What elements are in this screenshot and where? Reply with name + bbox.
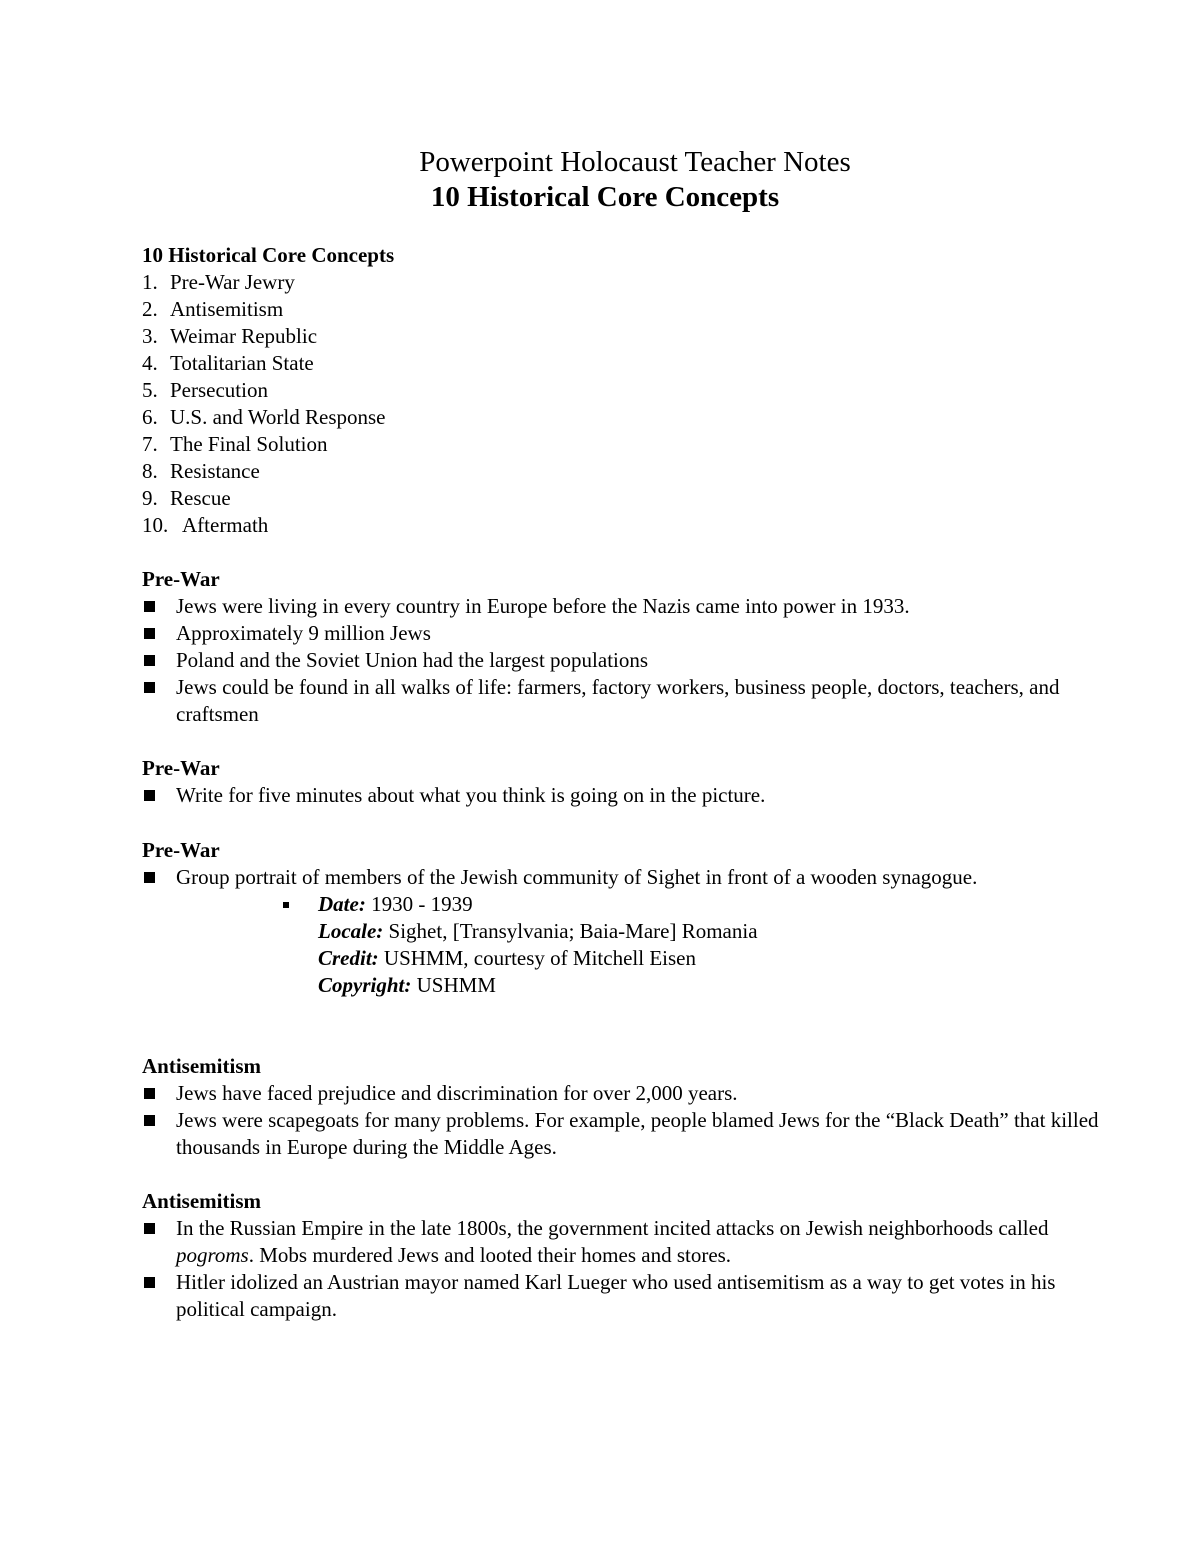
document-title: Powerpoint Holocaust Teacher Notes [419, 146, 851, 178]
square-bullet-icon [144, 790, 155, 801]
square-bullet-icon [144, 655, 155, 666]
concept-item: 4. Totalitarian State [142, 351, 314, 375]
concept-item: 5. Persecution [142, 378, 268, 402]
concept-item: 10. Aftermath [142, 513, 269, 537]
concepts-section [142, 242, 1102, 539]
square-bullet-icon [144, 628, 155, 639]
bullet-list [142, 593, 1102, 728]
bullet-item: Poland and the Soviet Union had the largest populations [142, 647, 1102, 674]
section-heading: Pre-War [142, 756, 220, 780]
concepts-list [142, 269, 1102, 539]
square-bullet-icon [144, 682, 155, 693]
detail-locale: Locale: Sighet, [Transylvania; Baia-Mare] Romania [318, 919, 758, 943]
square-bullet-icon [144, 1115, 155, 1126]
square-bullet-icon [144, 1277, 155, 1288]
prewar-section-1 [142, 566, 1102, 728]
document-subtitle: 10 Historical Core Concepts [430, 181, 780, 213]
concepts-heading: 10 Historical Core Concepts [142, 243, 395, 267]
prewar-section-2 [142, 755, 1102, 809]
bullet-item: Approximately 9 million Jews [142, 620, 1102, 647]
bullet-item: Jews could be found in all walks of life: farmers, factory workers, business people, doctors, teachers, and craftsmen [142, 674, 1102, 728]
square-bullet-icon [144, 1088, 155, 1099]
antisemitism-section-1 [142, 1053, 1102, 1161]
bullet-list [142, 1080, 1102, 1161]
prewar-section-3 [142, 837, 1102, 999]
detail-credit: Credit: USHMM, courtesy of Mitchell Eisen [318, 946, 696, 970]
bullet-item: Jews were living in every country in Europe before the Nazis came into power in 1933. [142, 593, 1102, 620]
bullet-item: Jews have faced prejudice and discrimination for over 2,000 years. [142, 1080, 1102, 1107]
detail-date: Date: 1930 - 1939 [318, 892, 473, 916]
concept-item: 8. Resistance [142, 459, 260, 483]
concept-item: 1. Pre-War Jewry [142, 270, 295, 294]
section-heading: Antisemitism [142, 1054, 261, 1078]
bullet-list [142, 782, 1102, 809]
concept-item: 6. U.S. and World Response [142, 405, 386, 429]
bullet-list [142, 1215, 1102, 1323]
section-heading: Antisemitism [142, 1189, 261, 1213]
concept-item: 3. Weimar Republic [142, 324, 318, 348]
square-bullet-icon [144, 1223, 155, 1234]
bullet-list [142, 864, 1102, 891]
concept-item: 9. Rescue [142, 486, 231, 510]
antisemitism-section-2 [142, 1188, 1102, 1323]
bullet-item: In the Russian Empire in the late 1800s, the government incited attacks on Jewish neighborhoods called pogroms. Mobs murdered Jews and looted their homes and stores. [142, 1215, 1102, 1269]
detail-copyright: Copyright: USHMM [318, 973, 496, 997]
square-bullet-icon [144, 601, 155, 612]
section-heading: Pre-War [142, 567, 220, 591]
square-bullet-icon [144, 872, 155, 883]
bullet-item: Group portrait of members of the Jewish community of Sighet in front of a wooden synagogue. [142, 864, 1102, 891]
bullet-item: Write for five minutes about what you think is going on in the picture. [142, 782, 1102, 809]
small-square-bullet-icon [283, 902, 289, 908]
bullet-item: Jews were scapegoats for many problems. For example, people blamed Jews for the “Black Death” that killed thousands in Europe during the Middle Ages. [142, 1107, 1102, 1161]
photo-details [318, 891, 1102, 999]
concept-item: 7. The Final Solution [142, 432, 328, 456]
section-heading: Pre-War [142, 838, 220, 862]
bullet-item: Hitler idolized an Austrian mayor named Karl Lueger who used antisemitism as a way to get votes in his political campaign. [142, 1269, 1102, 1323]
concept-item: 2. Antisemitism [142, 297, 284, 321]
